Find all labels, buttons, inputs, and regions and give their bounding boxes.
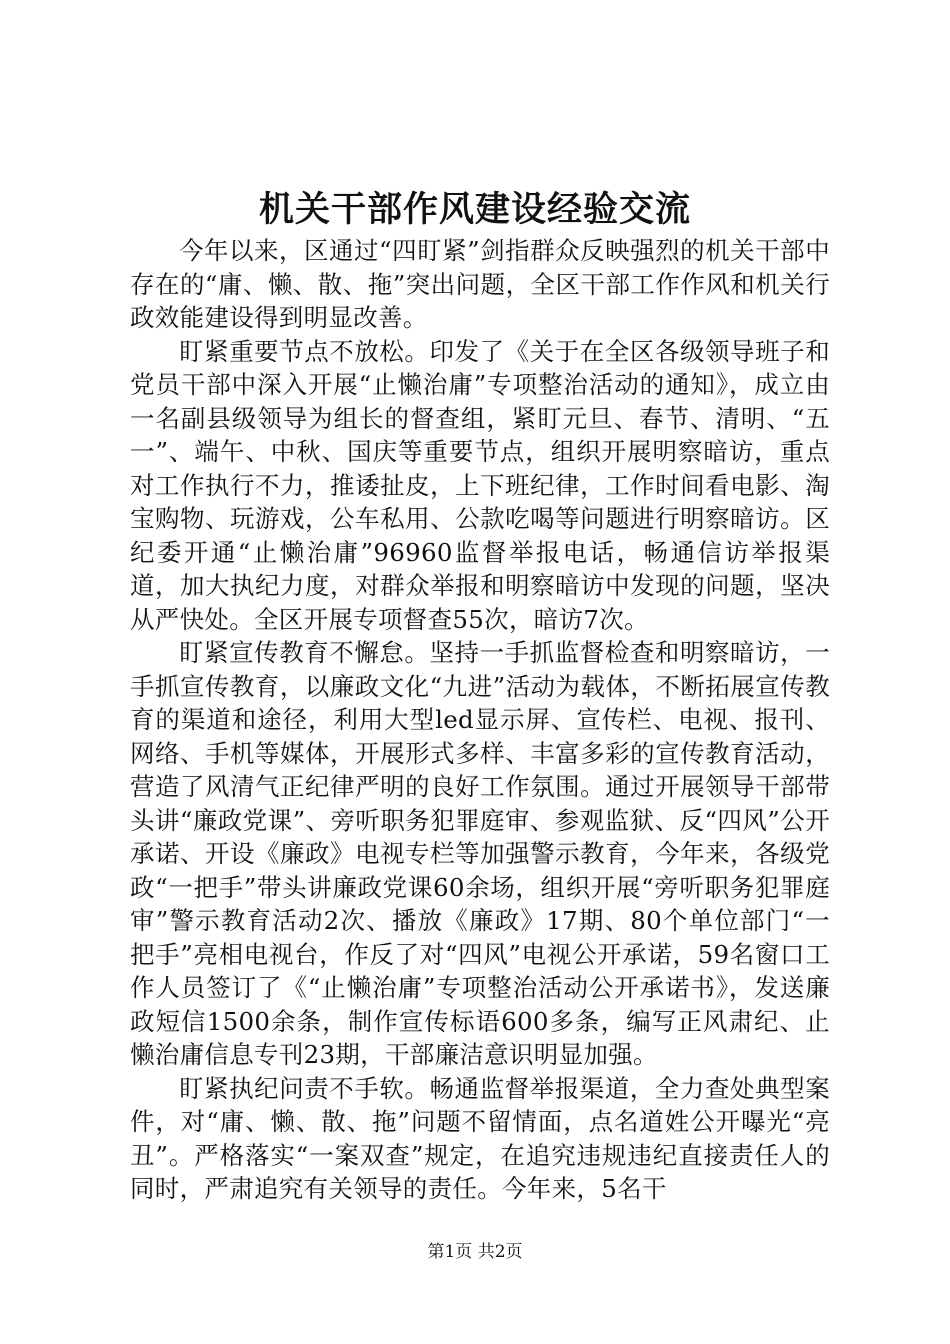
paragraph-publicity-education: 盯紧宣传教育不懈怠。坚持一手抓监督检查和明察暗访，一手抓宣传教育，以廉政文化“九进”活动为载体，不断拓展宣传教育的渠道和途径，利用大型led显示屏、宣传栏、电视、报刊、网络、手机等媒体，开展形式多样、丰富多彩的宣传教育活动，营造了风清气正纪律严明的良好工作氛围。通过开展领导干部带头讲“廉政党课”、旁听职务犯罪庭审、参观监狱、反“四风”公开承诺、开设《廉政》电视专栏等加强警示教育，今年来，各级党政“一把手”带头讲廉政党课60余场，组织开展“旁听职务犯罪庭审”警示教育活动2次、播放《廉政》17期、80个单位部门“一把手”亮相电视台，作反了对“四风”电视公开承诺，59名窗口工作人员签订了《“止懒治庸”专项整治活动公开承诺书》，发送廉政短信1500余条，制作宣传标语600多条，编写正风肃纪、止懒治庸信息专刊23期，干部廉洁意识明显加强。 (130, 638, 830, 1069)
paragraph-intro: 今年以来，区通过“四盯紧”剑指群众反映强烈的机关干部中存在的“庸、懒、散、拖”突出问题，全区干部工作作风和机关行政效能建设得到明显改善。 (130, 236, 830, 332)
document-title: 机关干部作风建设经验交流 (258, 189, 691, 230)
paragraph-discipline-accountability: 盯紧执纪问责不手软。畅通监督举报渠道，全力查处典型案件，对“庸、懒、散、拖”问题不留情面，点名道姓公开曝光“亮丑”。严格落实“一案双查”规定，在追究违规违纪直接责任人的同时，严肃追究有关领导的责任。今年来，5名干 (130, 1073, 830, 1203)
paragraph-key-nodes: 盯紧重要节点不放松。印发了《关于在全区各级领导班子和党员干部中深入开展“止懒治庸”专项整治活动的通知》，成立由一名副县级领导为组长的督查组，紧盯元旦、春节、清明、“五一”、端午、中秋、国庆等重要节点，组织开展明察暗访，重点对工作执行不力，推诿扯皮，上下班纪律，工作时间看电影、淘宝购物、玩游戏，公车私用、公款吃喝等问题进行明察暗访。区纪委开通“止懒治庸”96960监督举报电话，畅通信访举报渠道，加大执纪力度，对群众举报和明察暗访中发现的问题，坚决从严快处。全区开展专项督查55次，暗访7次。 (130, 336, 831, 634)
page-footer: 第1页 共2页 (427, 1242, 523, 1262)
document-body (130, 234, 830, 1206)
